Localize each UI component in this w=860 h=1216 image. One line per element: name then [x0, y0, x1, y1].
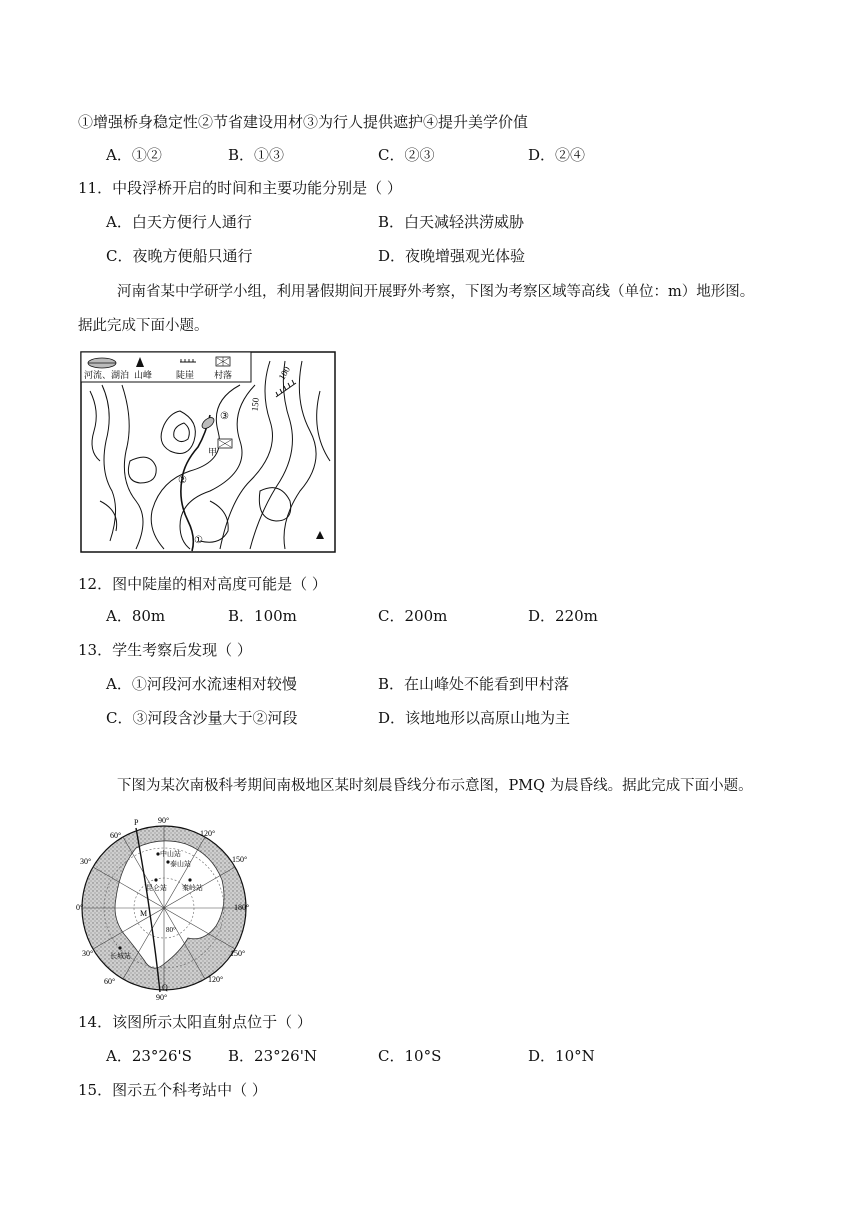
station-taishan: 泰山站	[170, 860, 191, 868]
q14-option-c[interactable]: C．10°S	[378, 1047, 442, 1065]
q14-option-b[interactable]: B．23°26'N	[228, 1047, 317, 1065]
label-lon-150-r: 150°	[232, 855, 248, 864]
label-lon-30-l: 30°	[80, 857, 92, 866]
passage1-line2: 据此完成下面小题。	[78, 318, 209, 334]
q11-option-d[interactable]: D．夜晚增强观光体验	[378, 247, 526, 265]
q10-option-c[interactable]: C．②③	[378, 146, 435, 164]
passage2-line1: 下图为某次南极科考期间南极地区某时刻晨昏线分布示意图，PMQ 为晨昏线。据此完成下面小题。	[117, 778, 753, 794]
label-lon-30-bl: 30°	[82, 949, 94, 958]
station-qinling: 秦岭站	[182, 884, 203, 892]
q12-stem: 12．图中陡崖的相对高度可能是（ ）	[78, 575, 327, 593]
river-section-1-label: ①	[194, 535, 203, 546]
q11-stem: 11．中段浮桥开启的时间和主要功能分别是（ ）	[78, 179, 402, 197]
station-changcheng: 长城站	[110, 952, 131, 960]
label-lon-150-br: 150°	[230, 949, 246, 958]
label-q: Q	[162, 983, 168, 992]
label-lon-0: 0°	[76, 903, 84, 912]
label-top-90: 90°	[158, 816, 170, 825]
q13-option-b[interactable]: B．在山峰处不能看到甲村落	[378, 675, 570, 693]
q11-option-a[interactable]: A．白天方便行人通行	[106, 213, 252, 231]
legend-peak: 山峰	[134, 370, 153, 380]
q14-option-d[interactable]: D．10°N	[528, 1047, 595, 1065]
contour-label-100: 100	[276, 364, 292, 382]
station-kunlun: 昆仑站	[146, 884, 167, 892]
label-m: M	[140, 909, 148, 918]
q12-option-d[interactable]: D．220m	[528, 607, 598, 625]
label-lon-60-tl: 60°	[110, 831, 122, 840]
q11-option-b[interactable]: B．白天减轻洪涝威胁	[378, 213, 525, 231]
q13-option-c[interactable]: C．③河段含沙量大于②河段	[106, 709, 298, 727]
legend-river-lake: 河流、湖泊	[84, 370, 130, 380]
passage1-line1: 河南省某中学研学小组，利用暑假期间开展野外考察，下图为考察区域等高线（单位：m）地形图。	[117, 284, 755, 300]
q10-option-a[interactable]: A．①②	[106, 146, 162, 164]
label-lat-80: 80°	[166, 926, 176, 934]
contour-map	[80, 351, 336, 553]
village-jia-label: 甲	[208, 447, 218, 457]
antarctic-polar-map	[76, 814, 252, 1002]
q14-stem: 14．该图所示太阳直射点位于（ ）	[78, 1013, 312, 1031]
label-lon-120-tr: 120°	[200, 829, 216, 838]
label-bottom-90: 90°	[156, 993, 168, 1002]
label-p: P	[134, 818, 139, 827]
q12-option-c[interactable]: C．200m	[378, 607, 448, 625]
q12-option-b[interactable]: B．100m	[228, 607, 297, 625]
label-lon-120-br: 120°	[208, 975, 224, 984]
river-section-2-label: ②	[178, 475, 187, 486]
label-lon-180: 180°	[234, 903, 250, 912]
q10-option-b[interactable]: B．①③	[228, 146, 285, 164]
q10-option-d[interactable]: D．②④	[528, 146, 586, 164]
q13-option-d[interactable]: D．该地地形以高原山地为主	[378, 709, 571, 727]
statement-list: ①增强桥身稳定性②节省建设用材③为行人提供遮护④提升美学价值	[78, 113, 529, 131]
q13-stem: 13．学生考察后发现（ ）	[78, 641, 252, 659]
label-lon-60-bl: 60°	[104, 977, 116, 986]
river-section-3-label: ③	[220, 411, 229, 422]
legend-village: 村落	[214, 370, 233, 380]
q14-option-a[interactable]: A．23°26'S	[106, 1047, 192, 1065]
q15-stem: 15．图示五个科考站中（ ）	[78, 1081, 267, 1099]
q11-option-c[interactable]: C．夜晚方便船只通行	[106, 247, 253, 265]
q12-option-a[interactable]: A．80m	[106, 607, 166, 625]
legend-cliff: 陡崖	[176, 370, 195, 380]
contour-label-150: 150	[249, 397, 261, 412]
q13-option-a[interactable]: A．①河段河水流速相对较慢	[106, 675, 297, 693]
station-zhongshan: 中山站	[160, 850, 181, 858]
